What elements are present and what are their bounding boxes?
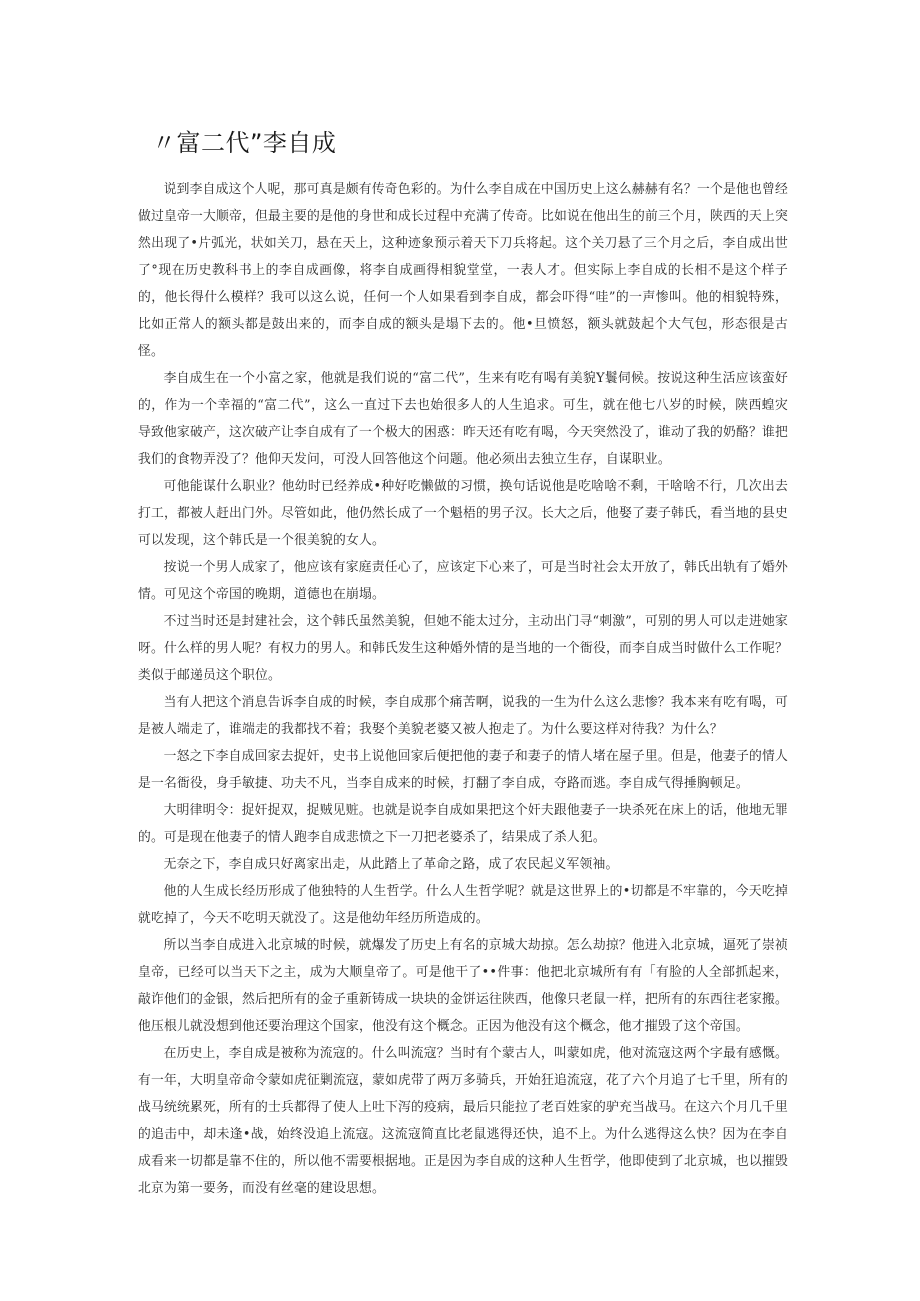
paragraph-2: 李自成生在一个小富之家，他就是我们说的“富二代”，生来有吃有喝有美貌Y鬟伺候。按说这种生活应该蛮好的，作为一个幸福的“富二代”，这么一直过下去也始很多人的人生追求。可生，就在他七八岁的时候，陕西蝗灾导致他家破产，这次破产让李自成有了一个极大的困惑：昨天还有吃有喝，今天突然没了，谁动了我的奶酪？谁把我们的食物弄没了？他仰天发问，可没人回答他这个问题。他必须出去独立生存，自谋职业。 xyxy=(138,371,788,467)
paragraph-5: 不过当时还是封建社会，这个韩氏虽然美貌，但她不能太过分，主动出门寻“刺激”，可别的男人可以走进她家呀。什么样的男人呢？有权力的男人。和韩氏发生这种婚外情的是当地的一个衙役，而李自成当时做什么工作呢？类似于邮递员这个职位。 xyxy=(138,614,788,683)
paragraph-4: 按说一个男人成家了，他应该有家庭责任心了，应该定下心来了，可是当时社会太开放了，韩氏出轨有了婚外情。可见这个帝国的晚期，道德也在崩塌。 xyxy=(138,560,788,602)
document-title: 〃富二代”李自成 xyxy=(152,129,337,157)
paragraph-6: 当有人把这个消息告诉李自成的时候，李自成那个痛苦啊，说我的一生为什么这么悲惨？我本来有吃有喝，可是被人端走了，谁端走的我都找不着；我娶个美貌老婆又被人抱走了。为什么要这样对待我？为什么？ xyxy=(138,695,788,737)
paragraph-8: 大明律明令：捉奸捉双，捉贼见赃。也就是说李自成如果把这个奸夫跟他妻子一块杀死在床上的话，他地无罪的。可是现在他妻子的情人跑李自成悲愤之下一刀把老婆杀了，结果成了杀人犯。 xyxy=(138,803,788,845)
paragraph-1: 说到李自成这个人呢，那可真是颇有传奇色彩的。为什么李自成在中国历史上这么赫赫有名？一个是他也曾经做过皇帝一大顺帝，但最主要的是他的身世和成长过程中充满了传奇。比如说在他出生的前三个月，陕西的天上突然出现了•片弧光，状如关刀，悬在天上，这种迹象预示着天下刀兵将起。这个关刀悬了三个月之后，李自成出世了°现在历史教科书上的李自成画像，将李自成画得相貌堂堂，一表人才。但实际上李自成的长相不是这个样子的，他长得什么模样？我可以这么说，任何一个人如果看到李自成，都会吓得“哇”的一声惨叫。他的相貌特殊，比如正常人的额头都是鼓出来的，而李自成的额头是塌下去的。他•旦愤怒，额头就鼓起个大气包，形态很是古怪。 xyxy=(138,182,788,359)
paragraph-12: 在历史上，李自成是被称为流寇的。什么叫流寇？当时有个蒙古人，叫蒙如虎，他对流寇这两个字最有感慨。有一年，大明皇帝命令蒙如虎征剿流寇，蒙如虎带了两万多骑兵，开始狂追流寇，花了六个月追了七千里，所有的战马统统累死，所有的士兵都得了使人上吐下泻的疫病，最后只能拉了老百姓家的驴充当战马。在这六个月几千里的追击中，却未逢•战，始终没追上流寇。这流寇简直比老鼠逃得还快，追不上。为什么逃得这么快？因为在李自成看来一切都是靠不住的，所以他不需要根据地。正是因为李自成的这种人生哲学，他即使到了北京城，也以摧毁北京为第一要务，而没有丝毫的建设思想。 xyxy=(138,1046,788,1196)
paragraph-3: 可他能谋什么职业？他幼时已经养成•种好吃懒做的习惯，换句话说他是吃啥啥不剩，干啥啥不行，几次出去打工，都被人赶出门外。尽管如此，他仍然长成了一个魁梧的男子汉。长大之后，他娶了妻子韩氏，看当地的县史可以发现，这个韩氏是一个很美貌的女人。 xyxy=(138,479,788,548)
paragraph-11: 所以当李自成进入北京城的时候，就爆发了历史上有名的京城大劫掠。怎么劫掠？他进入北京城，逼死了崇祯皇帝，已经可以当天下之主，成为大顺皇帝了。可是他干了••件事：他把北京城所有有「有脸的人全部抓起来，敲诈他们的金银，然后把所有的金子重新铸成一块块的金饼运往陕西，他像只老鼠一样，把所有的东西往老家搬。他压根儿就没想到他还要治理这个国家，他没有这个概念。正因为他没有这个概念，他才摧毁了这个帝国。 xyxy=(138,938,788,1034)
paragraph-7: 一怒之下李自成回家去捉奸，史书上说他回家后便把他的妻子和妻子的情人堵在屋子里。但是，他妻子的情人是一名衙役，身手敏捷、功夫不凡，当李自成来的时候，打翻了李自成，夺路而逃。李自成气得捶胸顿足。 xyxy=(138,749,788,791)
paragraph-9: 无奈之下，李自成只好离家出走，从此踏上了革命之路，成了农民起义军领袖。 xyxy=(163,857,619,872)
paragraph-10: 他的人生成长经历形成了他独特的人生哲学。什么人生哲学呢？就是这世界上的•切都是不牢靠的，今天吃掉就吃掉了，今天不吃明天就没了。这是他幼年经历所造成的。 xyxy=(138,884,788,926)
document-page xyxy=(138,128,788,1202)
